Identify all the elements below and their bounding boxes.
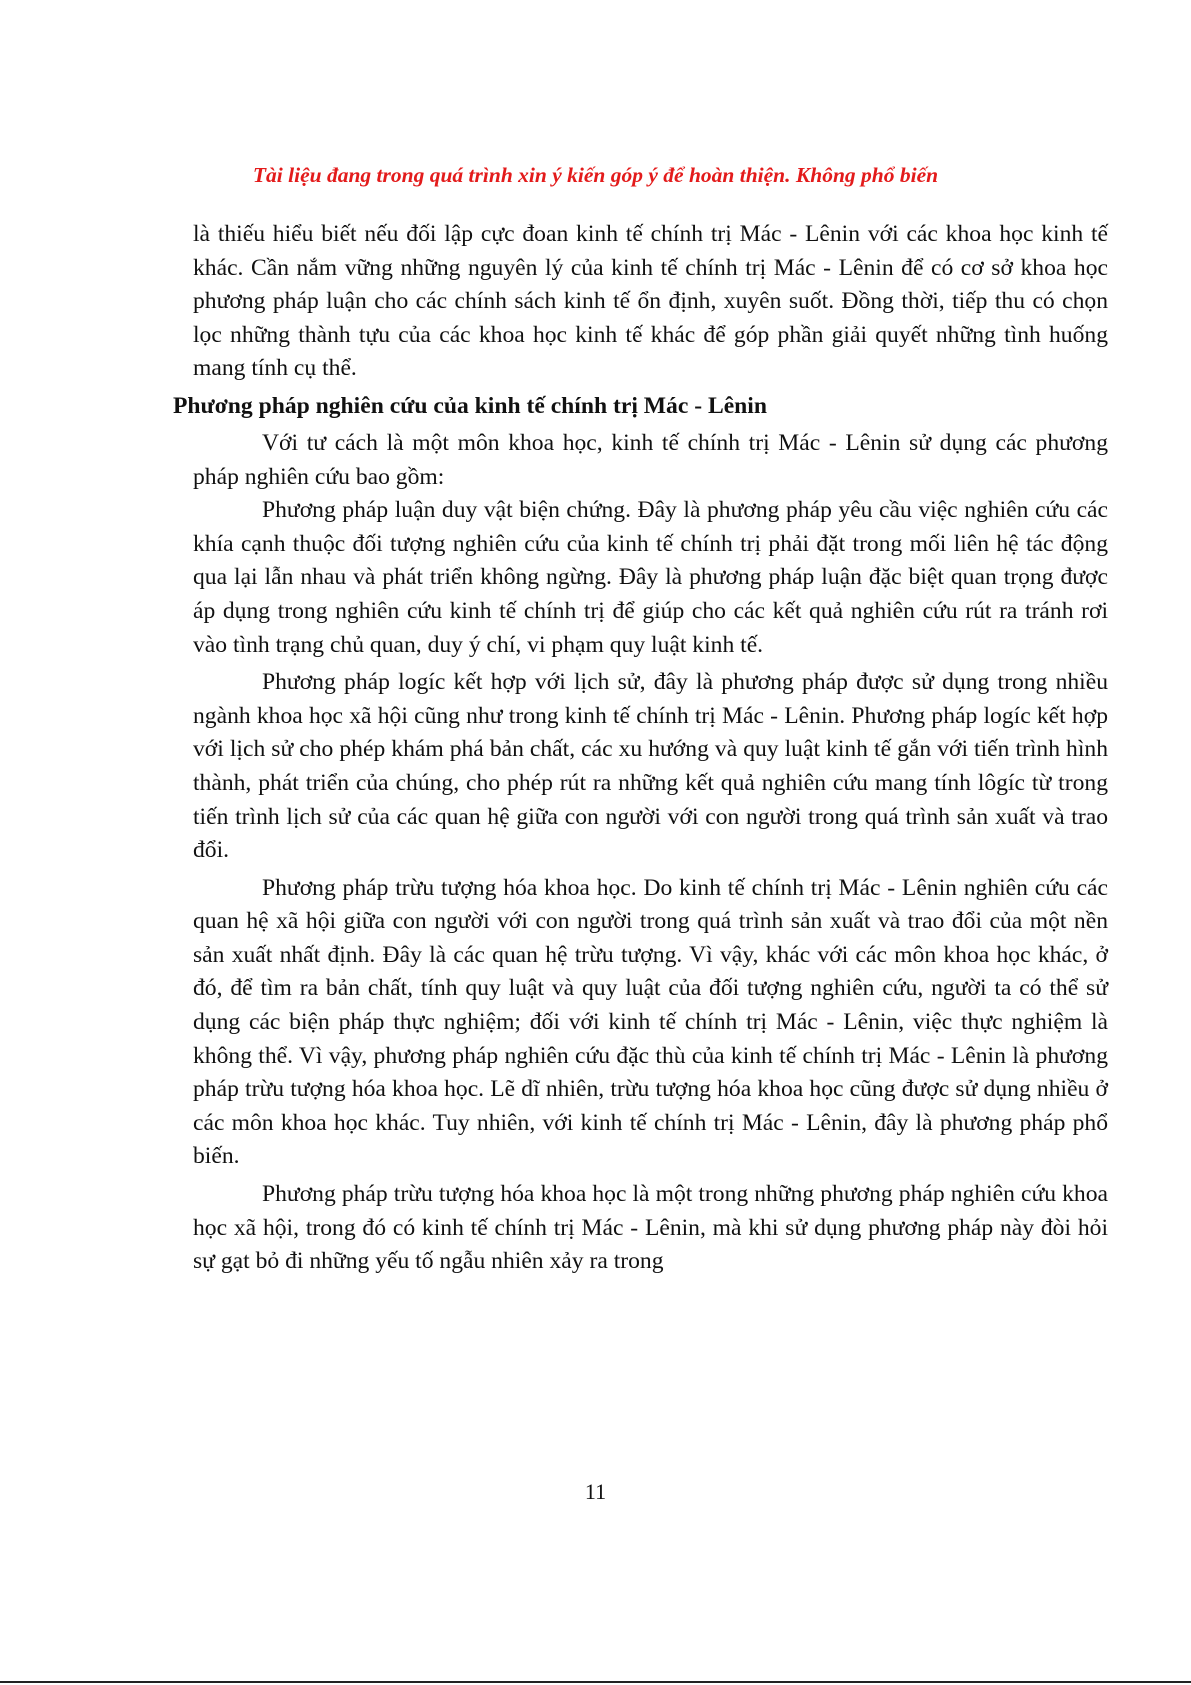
section-heading: Phương pháp nghiên cứu của kinh tế chính trị Mác - Lênin (173, 392, 767, 419)
document-body (173, 218, 1108, 1279)
paragraph-logical-historical-method: Phương pháp logíc kết hợp với lịch sử, đây là phương pháp được sử dụng trong nhiều ngành khoa học xã hội cũng như trong kinh tế chính trị Mác - Lênin. Phương pháp logíc kết hợp với lịch sử cho phép khám phá bản chất, các xu hướng và quy luật kinh tế gắn với tiến trình hình thành, phát triển của chúng, cho phép rút ra những kết quả nghiên cứu mang tính lôgíc từ trong tiến trình lịch sử của các quan hệ giữa con người với con người trong quá trình sản xuất và trao đổi. (193, 669, 1108, 864)
bottom-border-line (0, 1681, 1191, 1683)
paragraph-intro-methods: Với tư cách là một môn khoa học, kinh tế chính trị Mác - Lênin sử dụng các phương pháp nghiên cứu bao gồm: (193, 429, 1108, 490)
paragraph-abstraction-continued: Phương pháp trừu tượng hóa khoa học là một trong những phương pháp nghiên cứu khoa học xã hội, trong đó có kinh tế chính trị Mác - Lênin, mà khi sử dụng phương pháp này đòi hỏi sự gạt bỏ đi những yếu tố ngẫu nhiên xảy ra trong (193, 1181, 1108, 1275)
paragraph-continuation: là thiếu hiểu biết nếu đối lập cực đoan kinh tế chính trị Mác - Lênin với các khoa học kinh tế khác. Cần nắm vững những nguyên lý của kinh tế chính trị Mác - Lênin để có cơ sở khoa học phương pháp luận cho các chính sách kinh tế ổn định, xuyên suốt. Đồng thời, tiếp thu có chọn lọc những thành tựu của các khoa học kinh tế khác để góp phần giải quyết những tình huống mang tính cụ thể. (193, 221, 1108, 382)
draft-notice-header: Tài liệu đang trong quá trình xin ý kiến góp ý để hoàn thiện. Không phổ biến (252, 163, 939, 187)
paragraph-scientific-abstraction-method: Phương pháp trừu tượng hóa khoa học. Do kinh tế chính trị Mác - Lênin nghiên cứu các quan hệ xã hội giữa con người với con người trong quá trình sản xuất và trao đổi của một nền sản xuất nhất định. Đây là các quan hệ trừu tượng. Vì vậy, khác với các môn khoa học khác, ở đó, để tìm ra bản chất, tính quy luật và quy luật của đối tượng nghiên cứu, người ta có thể sử dụng các biện pháp thực nghiệm; đối với kinh tế chính trị Mác - Lênin, việc thực nghiệm là không thể. Vì vậy, phương pháp nghiên cứu đặc thù của kinh tế chính trị Mác - Lênin là phương pháp trừu tượng hóa khoa học. Lẽ dĩ nhiên, trừu tượng hóa khoa học cũng được sử dụng nhiều ở các môn khoa học khác. Tuy nhiên, với kinh tế chính trị Mác - Lênin, đây là phương pháp phổ biến. (193, 874, 1108, 1170)
paragraph-dialectical-method: Phương pháp luận duy vật biện chứng. Đây là phương pháp yêu cầu việc nghiên cứu các khía cạnh thuộc đối tượng nghiên cứu của kinh tế chính trị phải đặt trong mối liên hệ tác động qua lại lẫn nhau và phát triển không ngừng. Đây là phương pháp luận đặc biệt quan trọng được áp dụng trong nghiên cứu kinh tế chính trị để giúp cho các kết quả nghiên cứu rút ra tránh rơi vào tình trạng chủ quan, duy ý chí, vi phạm quy luật kinh tế. (193, 497, 1108, 658)
page-number: 11 (584, 1479, 607, 1504)
